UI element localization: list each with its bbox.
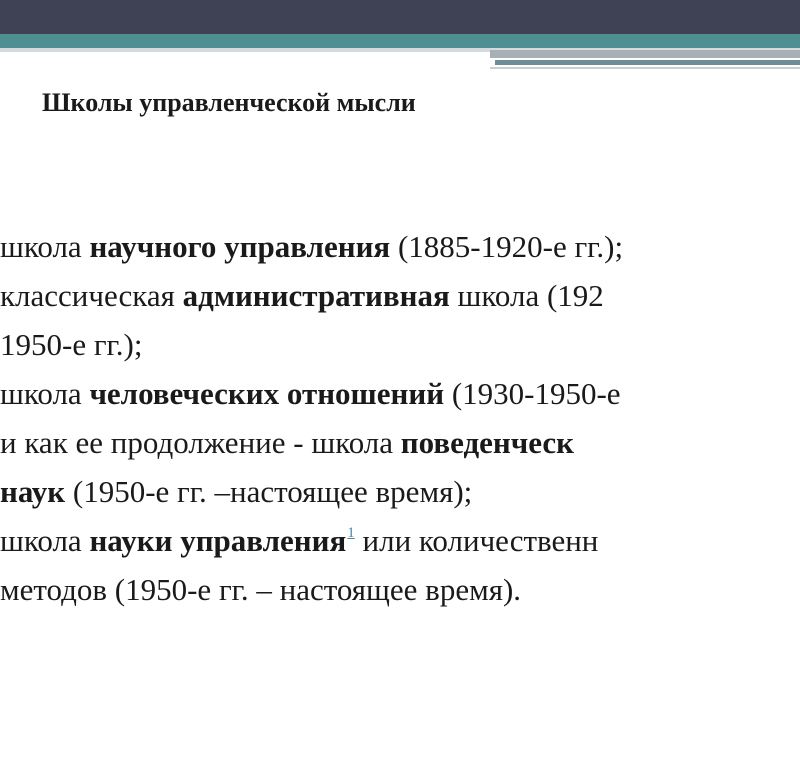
list-item-line: и как ее продолжение - школа поведенческ [0, 425, 574, 460]
footnote-link[interactable]: 1 [347, 525, 355, 541]
school-name: поведенческ [400, 425, 574, 460]
school-name: наук [0, 474, 66, 509]
top-dark-bar [0, 0, 800, 34]
list-item-line: классическая административная школа (192 [0, 278, 604, 313]
teal-header-band [0, 34, 800, 48]
header-accent-stripe [495, 60, 800, 65]
slide-title: Школы управленческой мысли [42, 88, 416, 117]
list-item-line: методов (1950-е гг. – настоящее время). [0, 572, 522, 607]
list-item-line: школа науки управления$^1$ или количественн [0, 523, 599, 558]
list-item-line: 1950-е гг.); [0, 327, 143, 362]
school-name: человеческих отношений [89, 376, 445, 411]
school-name: науки управления [89, 523, 347, 558]
school-name: административная [182, 278, 450, 313]
list-item-line: школа научного управления (1885-1920-е гг.); [0, 229, 624, 264]
school-list [0, 222, 800, 614]
header-accent-stripe [490, 67, 800, 69]
school-name: научного управления [89, 229, 391, 264]
list-item-line: наук (1950-е гг. –настоящее время); [0, 474, 473, 509]
list-item-line: школа человеческих отношений (1930-1950-е [0, 376, 621, 411]
header-accent-stripe [490, 50, 800, 58]
